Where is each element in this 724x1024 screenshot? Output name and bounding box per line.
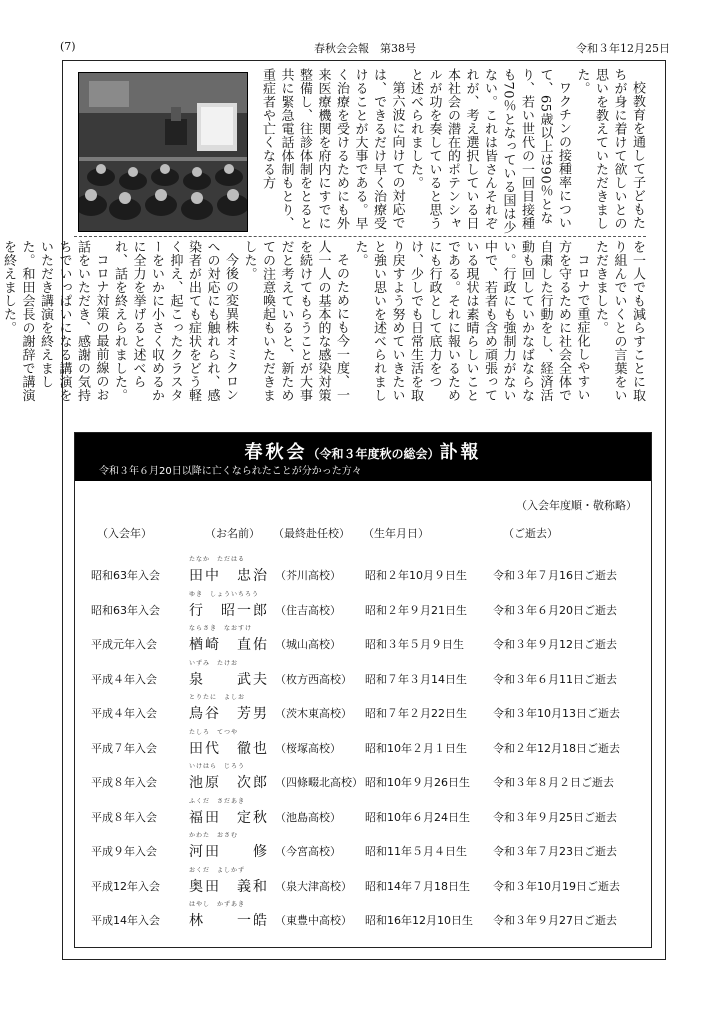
lecture-hall-image <box>79 73 247 231</box>
issue-date: 令和３年12月25日 <box>576 42 670 55</box>
person-name: 池原 次郎 <box>189 775 269 791</box>
last-school: （住吉高校） <box>275 603 341 617</box>
birth-date: 昭和10年２月１日生 <box>365 741 467 755</box>
last-school: （芥川高校） <box>275 569 341 582</box>
joined-year: 昭和63年入会 <box>91 603 160 617</box>
table-row <box>75 726 651 761</box>
birth-date: 昭和14年７月18日生 <box>365 879 470 893</box>
last-school: （枚方西高校） <box>275 672 352 686</box>
death-date: 令和３年９月27日ご逝去 <box>493 914 617 927</box>
article-top-columns <box>250 68 646 236</box>
joined-year: 平成８年入会 <box>91 810 157 824</box>
joined-year: 平成12年入会 <box>91 879 160 893</box>
joined-year: 平成７年入会 <box>91 741 157 755</box>
page-header <box>60 40 670 58</box>
joined-year: 平成９年入会 <box>91 845 157 858</box>
death-date: 令和２年12月18日ご逝去 <box>493 741 620 755</box>
last-school: （池島高校） <box>275 810 341 824</box>
birth-date: 昭和11年５月４日生 <box>365 845 467 858</box>
page-number: (7) <box>60 40 76 53</box>
table-row <box>75 829 651 864</box>
column-divider <box>74 236 646 237</box>
newsletter-title: 春秋会会報 第38号 <box>314 42 416 55</box>
name-reading: はやし かずあき <box>189 901 246 908</box>
death-date: 令和３年９月12日ご逝去 <box>493 638 617 651</box>
birth-date: 昭和７年３月14日生 <box>365 672 467 686</box>
article-paragraph: コロナで重症化しやすい方を守るために社会全体で自粛した行動をし、経済活動も回していかなばならない。行政にも強制力がない中で、若者も含め頑張っている現状は素晴らしいことである。それに報いるためにも行政として底力をつけ、少しでも日常生活を取り戻すよう努めていきたいと強い思いを述べられました。 <box>352 240 590 402</box>
article-paragraph: コロナ対策の最前線のお話をいただき、感謝の気持ちでいっぱいになる講演をいただき講演を終えました。和田会長の謝辞で講演を終えました。 <box>1 240 109 402</box>
name-reading: たしろ てつや <box>189 728 239 736</box>
name-reading: とりたに よしお <box>189 694 246 701</box>
obituary-title-end: 訃報 <box>439 442 482 463</box>
name-reading: いずみ たけお <box>189 659 239 667</box>
name-reading: ゆき しょういちろう <box>189 590 260 598</box>
obituary-title-paren: （令和３年度秋の総会） <box>307 447 440 461</box>
birth-date: 昭和16年12月10日生 <box>365 914 473 927</box>
table-row <box>75 657 651 692</box>
obituary-subtitle: 令和３年６月20日以降に亡くなられたことが分かった方々 <box>99 466 362 477</box>
person-name: 楢崎 直佑 <box>189 637 269 653</box>
obituary-notice <box>74 432 652 948</box>
article-paragraph: 第六波に向けての対応では、できるだけ早く治療受けることが大事である。早く治療を受けるためにも外来医療機関を府内にすでに整備し、往診体制をとると共に緊急電話体制もとり、重症者や亡くなる方 <box>260 68 405 230</box>
death-date: 令和３年６月20日ご逝去 <box>493 603 617 617</box>
birth-date: 昭和７年２月22日生 <box>365 707 467 720</box>
column-header: （お名前） <box>205 527 260 540</box>
person-name: 河田 修 <box>189 844 269 860</box>
birth-date: 昭和10年６月24日生 <box>365 810 470 824</box>
person-name: 福田 定秋 <box>189 809 269 826</box>
birth-date: 昭和２年10月９日生 <box>365 569 467 582</box>
death-date: 令和３年９月25日ご逝去 <box>493 810 617 824</box>
name-reading: ふくだ さだあき <box>189 797 246 805</box>
last-school: （桜塚高校） <box>275 741 341 755</box>
joined-year: 平成８年入会 <box>91 776 157 789</box>
obituary-title-main: 春秋会 <box>244 442 308 463</box>
table-row <box>75 588 651 623</box>
joined-year: 平成４年入会 <box>91 672 157 686</box>
name-reading: おくだ よしかず <box>189 866 246 874</box>
person-name: 林 一皓 <box>189 913 269 929</box>
death-date: 令和３年８月２日ご逝去 <box>493 776 614 789</box>
person-name: 鳥谷 芳男 <box>189 706 269 722</box>
order-note: （入会年度順・敬称略） <box>516 499 637 512</box>
last-school: （四條畷北高校） <box>275 776 363 789</box>
table-row <box>75 691 651 726</box>
name-reading: たなか ただはる <box>189 556 246 563</box>
last-school: （東豊中高校） <box>275 914 352 927</box>
name-reading: かわた おさむ <box>189 832 239 839</box>
name-reading: いけはら じろう <box>189 763 246 770</box>
joined-year: 昭和63年入会 <box>91 569 160 582</box>
person-name: 行 昭一郎 <box>189 602 269 619</box>
death-date: 令和３年10月19日ご逝去 <box>493 879 620 893</box>
death-date: 令和３年６月11日ご逝去 <box>493 672 617 686</box>
table-row <box>75 553 651 588</box>
table-row <box>75 622 651 657</box>
birth-date: 昭和３年５月９日生 <box>365 638 464 651</box>
obituary-title <box>75 438 651 464</box>
column-header: （最終赴任校） <box>273 527 350 540</box>
obituary-banner <box>75 433 651 481</box>
table-row <box>75 760 651 795</box>
article-bottom-columns <box>1 240 646 408</box>
last-school: （今宮高校） <box>275 845 341 858</box>
person-name: 田代 徹也 <box>189 740 269 757</box>
table-row <box>75 864 651 899</box>
person-name: 奥田 義和 <box>189 878 269 895</box>
column-header: （入会年） <box>97 527 152 540</box>
birth-date: 昭和２年９月21日生 <box>365 603 467 617</box>
person-name: 泉 武夫 <box>189 671 269 688</box>
obituary-table <box>75 553 651 933</box>
column-header: （生年月日） <box>363 527 429 540</box>
joined-year: 平成14年入会 <box>91 914 160 927</box>
article-paragraph: を一人でも減らすことに取り組んでいくとの言葉をいただきました。 <box>593 240 645 402</box>
last-school: （泉大津高校） <box>275 879 352 893</box>
article-paragraph: 今後の変異株オミクロンへの対応にも触れられ、感染者が出ても症状をどう軽く抑え、起こったクラスターをいかに小さく収めるかに全力を挙げると述べられ、話を終えられました。 <box>112 240 238 402</box>
last-school: （城山高校） <box>275 638 341 651</box>
article-paragraph: 校教育を通して子どもたちが身に着けて欲しいとの思いを教えていただきました。 <box>574 68 645 230</box>
person-name: 田中 忠治 <box>189 568 269 584</box>
article-paragraph: そのためにも今一度、一人一人の基本的な感染対策を続けてもらうことが大事だと考えていると、新ためての注意喚起もいただきました。 <box>241 240 349 402</box>
article-paragraph: ワクチンの接種率について、65歳以上は90％となり、若い世代の一回目接種も70％となっている国は少ない。これは皆さんそれぞれが、考え選択している日本社会の潜在的ポテンシャルが功を奏していると思うと述べられました。 <box>408 68 571 235</box>
joined-year: 平成元年入会 <box>91 638 157 651</box>
birth-date: 昭和10年９月26日生 <box>365 776 470 789</box>
name-reading: ならさき なおすけ <box>189 625 253 632</box>
last-school: （茨木東高校） <box>275 707 352 720</box>
joined-year: 平成４年入会 <box>91 707 157 720</box>
death-date: 令和３年７月23日ご逝去 <box>493 845 617 858</box>
table-row <box>75 898 651 933</box>
death-date: 令和３年10月13日ご逝去 <box>493 707 620 720</box>
column-header: （ご逝去） <box>503 527 558 540</box>
table-row <box>75 795 651 830</box>
death-date: 令和３年７月16日ご逝去 <box>493 569 617 582</box>
lecture-photo <box>78 72 248 232</box>
